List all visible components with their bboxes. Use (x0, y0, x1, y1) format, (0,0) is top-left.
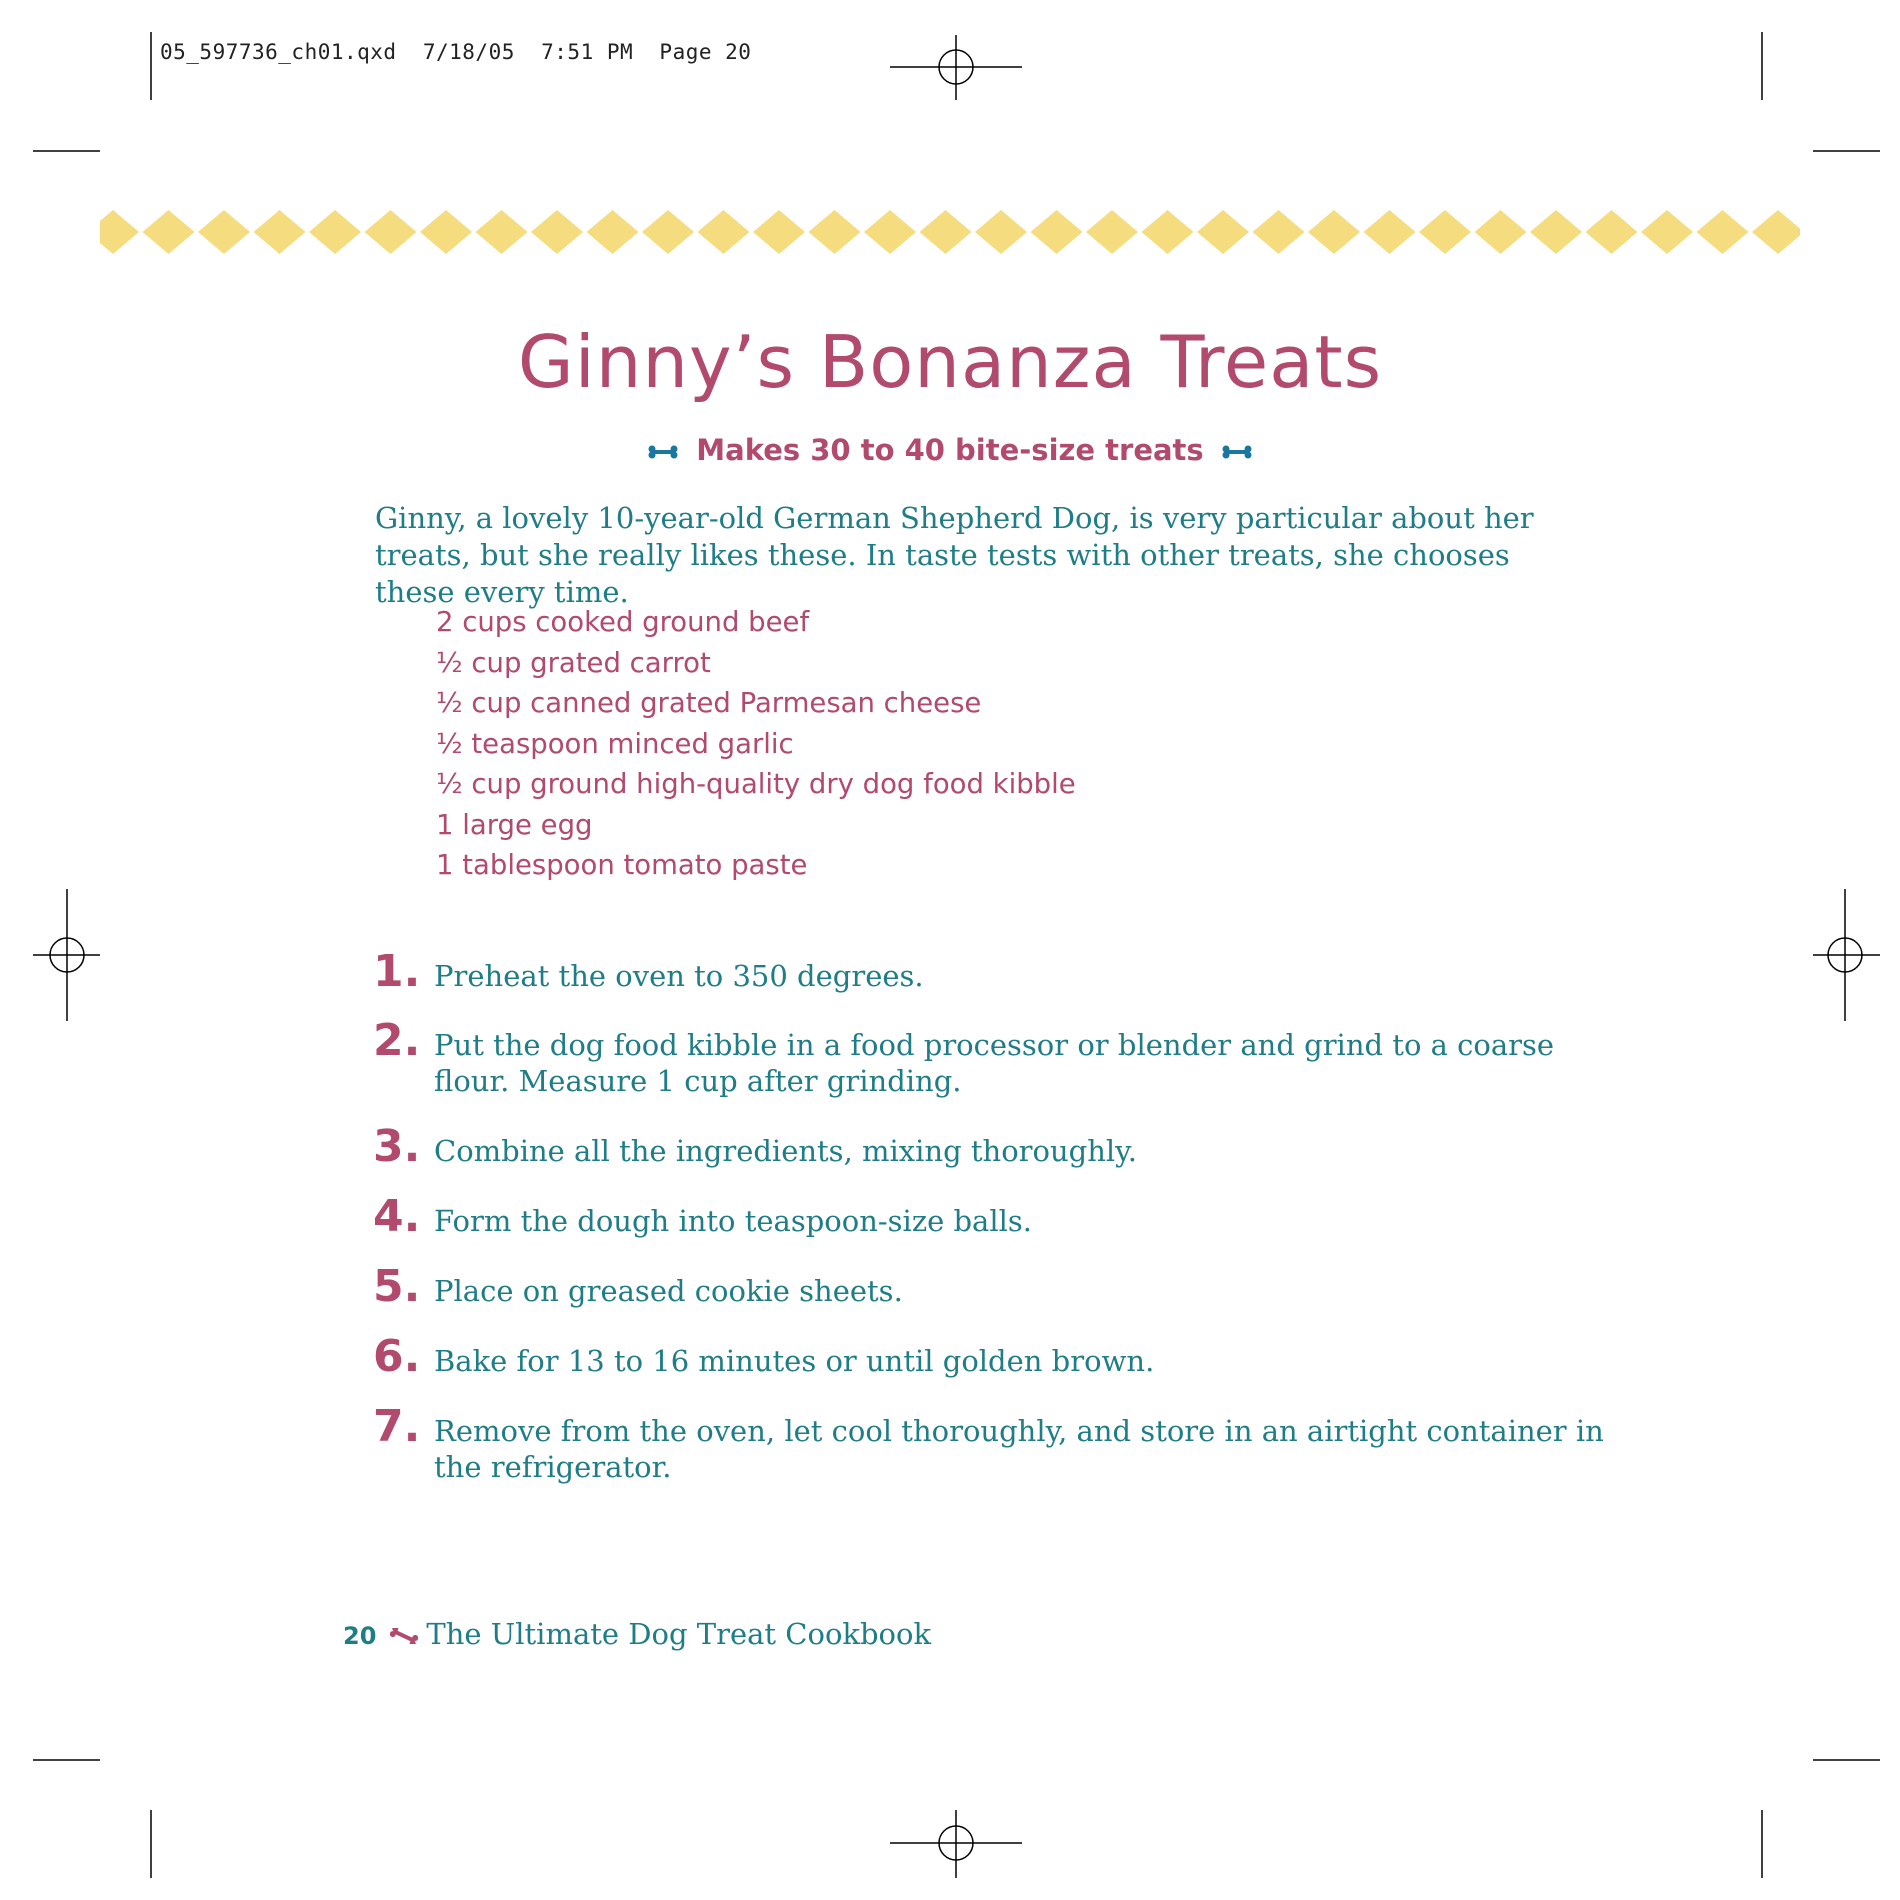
diamond-shape (365, 210, 417, 254)
diamond-shape (254, 210, 306, 254)
diamond-shape (198, 210, 250, 254)
step-text: Put the dog food kibble in a food processor or blender and grind to a coarse flour. Measure 1 cup after grinding. (434, 1028, 1555, 1098)
diamond-shape (642, 210, 694, 254)
diamond-shape (1308, 210, 1360, 254)
diamond-shape (1697, 210, 1749, 254)
diamond-shape (975, 210, 1027, 254)
book-title: The Ultimate Dog Treat Cookbook (426, 1617, 932, 1651)
print-slug: 05_597736_ch01.qxd 7/18/05 7:51 PM Page 20 (160, 40, 752, 64)
diamond-shape (864, 210, 916, 254)
diamond-border (100, 210, 1800, 254)
diamond-shape (309, 210, 361, 254)
ingredient-item: ½ cup ground high-quality dry dog food kibble (436, 768, 1076, 800)
step-text: Combine all the ingredients, mixing thoroughly. (434, 1134, 1137, 1168)
step-number: 4. (373, 1191, 421, 1242)
ingredient-item: 1 large egg (436, 808, 593, 841)
bone-icon (390, 1628, 418, 1644)
recipe-title: Ginny’s Bonanza Treats (517, 320, 1383, 404)
diamond-shape (920, 210, 972, 254)
diamond-shape (1031, 210, 1083, 254)
ingredient-list (436, 602, 1076, 886)
diamond-shape (143, 210, 195, 254)
step-text: Bake for 13 to 16 minutes or until golden brown. (434, 1344, 1155, 1378)
diamond-shape (476, 210, 528, 254)
step-number: 7. (373, 1401, 421, 1452)
registration-mark-top (890, 35, 1022, 100)
diamond-shape (1253, 210, 1305, 254)
registration-mark-right (1813, 889, 1880, 1021)
diamond-shape (698, 210, 750, 254)
diamond-shape (587, 210, 639, 254)
diamond-shape (531, 210, 583, 254)
diamond-shape (100, 210, 139, 254)
step-number: 5. (373, 1261, 421, 1312)
step-text: Place on greased cookie sheets. (434, 1274, 903, 1308)
ingredient-item: ½ cup canned grated Parmesan cheese (436, 687, 982, 719)
diamond-shape (1086, 210, 1138, 254)
step-text: Form the dough into teaspoon-size balls. (434, 1204, 1032, 1238)
diamond-shape (1419, 210, 1471, 254)
registration-mark-bottom (890, 1810, 1022, 1878)
step-text: Preheat the oven to 350 degrees. (434, 959, 924, 993)
diamond-shape (1197, 210, 1249, 254)
page-number: 20 (343, 1622, 377, 1650)
ingredient-item: ½ cup grated carrot (436, 646, 711, 679)
ingredient-item: 1 tablespoon tomato paste (436, 849, 808, 881)
page-footer (343, 1617, 931, 1651)
diamond-shape (809, 210, 861, 254)
diamond-shape (1142, 210, 1194, 254)
ingredient-item: 2 cups cooked ground beef (436, 606, 810, 638)
diamond-shape (1586, 210, 1638, 254)
recipe-yield (0, 433, 1900, 467)
bone-icon (1222, 445, 1252, 459)
diamond-shape (420, 210, 472, 254)
step-number: 1. (373, 946, 421, 997)
diamond-shape (1641, 210, 1693, 254)
diamond-shape (753, 210, 805, 254)
recipe-intro: Ginny, a lovely 10-year-old German Shepherd Dog, is very particular about her treats, but she really likes these. In taste tests with other treats, she chooses these every time. (375, 501, 1534, 609)
diamond-shape (1530, 210, 1582, 254)
bone-icon (648, 445, 678, 459)
diamond-shape (1752, 210, 1800, 254)
yield-text: Makes 30 to 40 bite-size treats (696, 433, 1204, 467)
step-text: Remove from the oven, let cool thoroughly, and store in an airtight container in the refrigerator. (434, 1414, 1604, 1484)
ingredient-item: ½ teaspoon minced garlic (436, 727, 794, 760)
step-number: 3. (373, 1121, 421, 1172)
diamond-shape (1475, 210, 1527, 254)
step-number: 2. (373, 1015, 421, 1066)
registration-mark-left (33, 889, 100, 1021)
diamond-shape (1364, 210, 1416, 254)
step-number: 6. (373, 1331, 421, 1382)
